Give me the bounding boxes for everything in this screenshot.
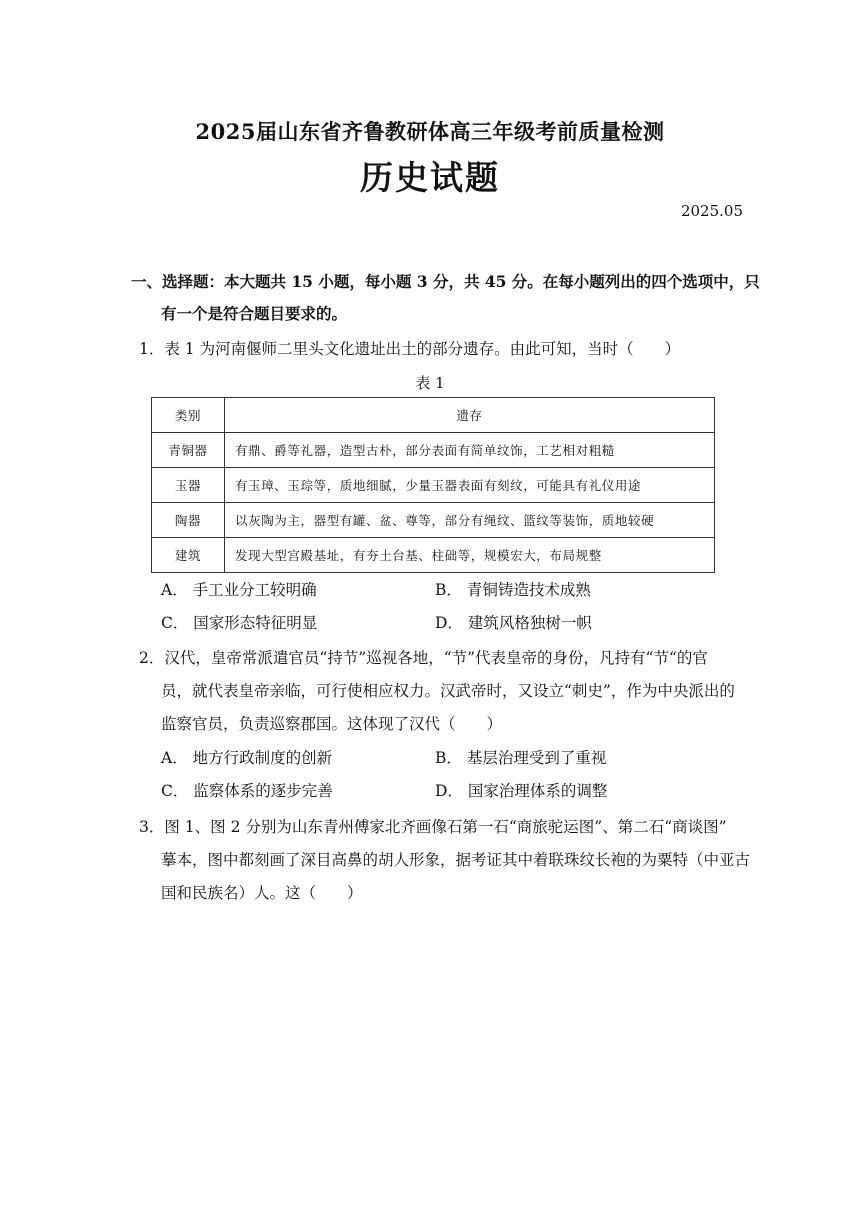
table-row bbox=[152, 433, 715, 468]
table-caption: 表 1 bbox=[415, 374, 445, 392]
question-1-option-d: D． 建筑风格独树一帜 bbox=[435, 614, 592, 632]
table-cell-category: 建筑 bbox=[152, 538, 225, 573]
question-2-option-a: A． 地方行政制度的创新 bbox=[161, 749, 333, 767]
question-1-option-b: B． 青铜铸造技术成熟 bbox=[435, 581, 591, 599]
table-header-row bbox=[152, 398, 715, 433]
table-row bbox=[152, 503, 715, 538]
section-heading-line1: 一、选择题：本大题共 15 小题，每小题 3 分，共 45 分。在每小题列出的四个选项中，只 bbox=[131, 272, 760, 291]
question-3-line1: 3．图 1、图 2 分别为山东青州傅家北齐画像石第一石“商旅驼运图”、第二石“商谈图” bbox=[139, 818, 727, 836]
question-3-line3: 国和民族名）人。这（ ） bbox=[161, 884, 363, 902]
table-row bbox=[152, 468, 715, 503]
question-2-option-c: C． 监察体系的逐步完善 bbox=[161, 782, 333, 800]
table-cell-category: 青铜器 bbox=[152, 433, 225, 468]
question-1-option-a: A． 手工业分工较明确 bbox=[161, 581, 317, 599]
table-cell-relics: 发现大型宫殿基址，有夯土台基、柱础等，规模宏大，布局规整 bbox=[225, 538, 715, 573]
question-2-line3: 监察官员，负责巡察郡国。这体现了汉代（ ） bbox=[161, 715, 503, 733]
question-2-line2: 员，就代表皇帝亲临，可行使相应权力。汉武帝时，又设立“刺史”，作为中央派出的 bbox=[161, 682, 735, 700]
table-row bbox=[152, 538, 715, 573]
question-2-option-d: D． 国家治理体系的调整 bbox=[435, 782, 608, 800]
question-3-line2: 摹本，图中都刻画了深目高鼻的胡人形象，据考证其中着联珠纹长袍的为粟特（中亚古 bbox=[161, 851, 751, 869]
table-cell-category: 陶器 bbox=[152, 503, 225, 538]
table-cell-category: 玉器 bbox=[152, 468, 225, 503]
table-header-relics: 遗存 bbox=[225, 398, 715, 433]
exam-title: 2025届山东省齐鲁教研体高三年级考前质量检测 bbox=[195, 119, 665, 144]
section-heading-line2: 有一个是符合题目要求的。 bbox=[161, 304, 348, 323]
subject-title: 历史试题 bbox=[360, 158, 500, 197]
question-1-stem: 1．表 1 为河南偃师二里头文化遗址出土的部分遗存。由此可知，当时（ ） bbox=[139, 340, 681, 358]
relics-table bbox=[151, 397, 715, 573]
table-header-category: 类别 bbox=[152, 398, 225, 433]
question-2-line1: 2．汉代，皇帝常派遣官员“持节”巡视各地，“节”代表皇帝的身份，凡持有“节“的官 bbox=[139, 649, 708, 667]
question-2-option-b: B． 基层治理受到了重视 bbox=[435, 749, 607, 767]
table-cell-relics: 以灰陶为主，器型有罐、盆、尊等，部分有绳纹、篮纹等装饰，质地较硬 bbox=[225, 503, 715, 538]
question-1-option-c: C． 国家形态特征明显 bbox=[161, 614, 318, 632]
table-cell-relics: 有玉璋、玉琮等，质地细腻，少量玉器表面有刻纹，可能具有礼仪用途 bbox=[225, 468, 715, 503]
table-cell-relics: 有鼎、爵等礼器，造型古朴，部分表面有简单纹饰，工艺相对粗糙 bbox=[225, 433, 715, 468]
exam-date: 2025.05 bbox=[680, 202, 743, 220]
